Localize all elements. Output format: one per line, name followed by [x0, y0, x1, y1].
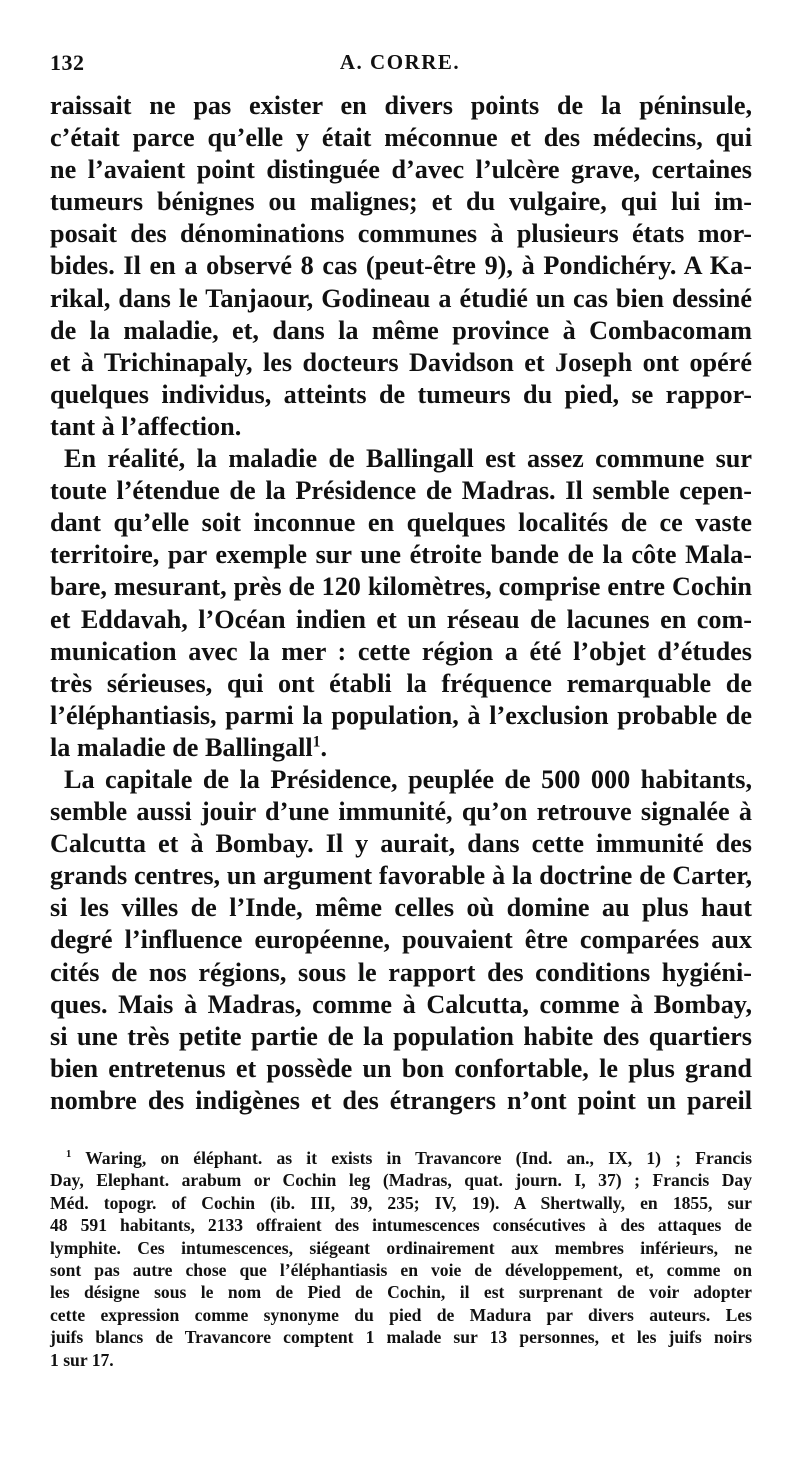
- text-line: dant qu’elle soit inconnue en quelques localités de ce vaste: [50, 508, 752, 538]
- footnote-line: 1 sur 17.: [50, 1349, 114, 1370]
- text-line: territoire, par exemple sur une étroite bande de la côte Mala-: [50, 540, 752, 570]
- text-line: c’était parce qu’elle y était méconnue et des médecins, qui: [50, 123, 752, 153]
- text-line: Calcutta et à Bombay. Il y aurait, dans cette immunité des: [50, 829, 752, 859]
- text-line: l’éléphantiasis, parmi la population, à l’exclusion probable de: [50, 700, 752, 730]
- footnote-marker: 1: [66, 1149, 72, 1161]
- text-line: raissait ne pas exister en divers points de la péninsule,: [50, 91, 752, 120]
- footnote-line: Day, Elephant. arabum or Cochin leg (Madras, quat. journ. I, 37) ; Francis Day: [50, 1170, 752, 1191]
- footnote-line: juifs blancs de Travancore comptent 1 malade sur 13 personnes, et les juifs noirs: [50, 1327, 752, 1348]
- text-line: la maladie de Ballingall: [50, 732, 313, 762]
- page-number: 132: [50, 50, 85, 75]
- text-line: nombre des indigènes et des étrangers n’ont point un pareil: [50, 1085, 752, 1115]
- text-line: et Eddavah, l’Océan indien et un réseau de lacunes en com-: [50, 604, 752, 634]
- text-line: rikal, dans le Tanjaour, Godineau a étudié un cas bien dessiné: [50, 283, 752, 313]
- text-line: tumeurs bénignes ou malignes; et du vulgaire, qui lui im-: [50, 187, 752, 217]
- text-line-with-note: [50, 732, 752, 764]
- running-title: A. CORRE.: [339, 50, 461, 74]
- text-line: munication avec la mer : cette région a été l’objet d’études: [50, 636, 752, 666]
- text-line: très sérieuses, qui ont établi la fréquence remarquable de: [50, 668, 752, 698]
- footnote-line: [50, 1147, 752, 1169]
- text-line: bides. Il en a observé 8 cas (peut-être 9), à Pondichéry. A Ka-: [50, 251, 752, 281]
- text-line: et à Trichinapaly, les docteurs Davidson et Joseph ont opéré: [50, 347, 752, 377]
- footnote-reference: 1: [312, 733, 321, 751]
- text-line: En réalité, la maladie de Ballingall est assez commune sur: [64, 444, 752, 474]
- text-line: si une très petite partie de la population habite des quartiers: [50, 1021, 752, 1051]
- text-line: quelques individus, atteints de tumeurs du pied, se rappor-: [50, 379, 752, 409]
- text-line: de la maladie, et, dans la même province à Combacomam: [50, 315, 752, 345]
- footnote-line: lymphite. Ces intumescences, siégeant ordinairement aux membres inférieurs, ne: [50, 1237, 752, 1258]
- page-header: [50, 42, 750, 82]
- text-line: tant à l’affection.: [50, 411, 242, 441]
- footnote-line: les désigne sous le nom de Pied de Cochin, il est surprenant de voir adopter: [50, 1282, 752, 1303]
- text-line: degré l’influence européenne, pouvaient être comparées aux: [50, 925, 752, 955]
- text-line: cités de nos régions, sous le rapport des conditions hygiéni-: [50, 957, 752, 987]
- footnote-line: Méd. topogr. of Cochin (ib. III, 39, 235; IV, 19). A Shertwally, en 1855, sur: [50, 1192, 752, 1213]
- footnote-line: cette expression comme synonyme du pied de Madura par divers auteurs. Les: [50, 1304, 752, 1325]
- line-end-period: .: [320, 732, 328, 762]
- footnote-line: 48 591 habitants, 2133 offraient des intumescences consécutives à des attaques de: [50, 1215, 752, 1236]
- body-text: [50, 90, 752, 1117]
- text-line: posait des dénominations communes à plusieurs états mor-: [50, 219, 752, 249]
- text-line: ques. Mais à Madras, comme à Calcutta, comme à Bombay,: [50, 989, 752, 1019]
- footnotes: [50, 1147, 752, 1371]
- text-line: bien entretenus et possède un bon confortable, le plus grand: [50, 1053, 752, 1083]
- text-line: semble aussi jouir d’une immunité, qu’on retrouve signalée à: [50, 797, 752, 827]
- text-line: si les villes de l’Inde, même celles où domine au plus haut: [50, 893, 752, 923]
- text-line: grands centres, un argument favorable à la doctrine de Carter,: [50, 861, 752, 891]
- text-line: bare, mesurant, près de 120 kilomètres, comprise entre Cochin: [50, 572, 752, 602]
- text-line: ne l’avaient point distinguée d’avec l’ulcère grave, certaines: [50, 155, 752, 185]
- footnote-line: sont pas autre chose que l’éléphantiasis en voie de développement, et, comme on: [50, 1259, 752, 1280]
- text-line: La capitale de la Présidence, peuplée de 500 000 habitants,: [64, 764, 752, 794]
- footnote-text: Waring, on éléphant. as it exists in Travancore (Ind. an., IX, 1) ; Francis: [85, 1148, 752, 1168]
- text-line: toute l’étendue de la Présidence de Madras. Il semble cepen-: [50, 476, 752, 506]
